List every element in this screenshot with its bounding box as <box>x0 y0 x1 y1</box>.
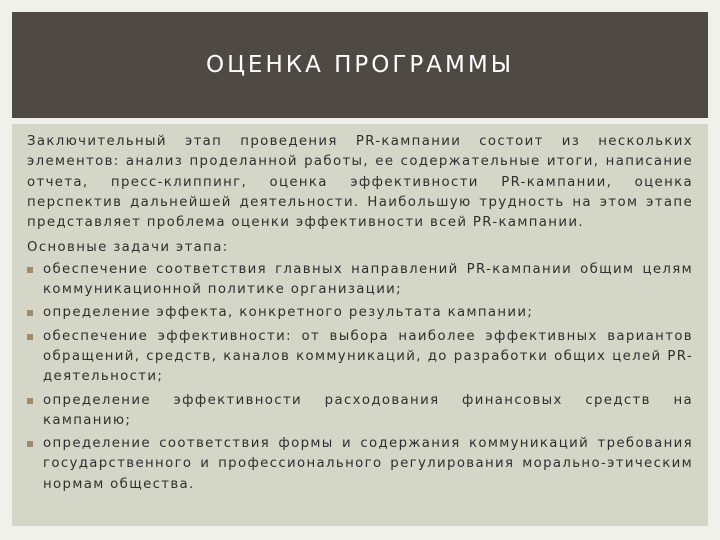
list-item: обеспечение соответствия главных направлений PR-кампании общим целям коммуникационной политике организации; <box>27 260 693 301</box>
square-bullet-icon <box>27 310 33 316</box>
list-item: определение эффекта, конкретного результата кампании; <box>27 303 693 323</box>
square-bullet-icon <box>27 267 33 273</box>
tasks-heading: Основные задачи этапа: <box>27 240 229 256</box>
intro-paragraph: Заключительный этап проведения PR-кампании состоит из нескольких элементов: анализ проделанной работы, ее содержательные итоги, написание отчета, пресс-клиппинг, оценка эффективности PR-кампании, оценка перспектив дальнейшей деятельности. Наибольшую трудность на этом этапе представляет проблема оценки эффективности всей PR-кампании. <box>27 134 693 231</box>
square-bullet-icon <box>27 334 33 340</box>
title-bar <box>12 12 708 118</box>
square-bullet-icon <box>27 441 33 447</box>
content-panel <box>12 124 708 526</box>
tasks-list <box>27 260 693 495</box>
list-item: обеспечение эффективности: от выбора наиболее эффективных вариантов обращений, средств, каналов коммуникаций, до разработки общих целей PR-деятельности; <box>27 327 693 388</box>
square-bullet-icon <box>27 398 33 404</box>
list-item: определение эффективности расходования финансовых средств на кампанию; <box>27 391 693 432</box>
slide-title: ОЦЕНКА ПРОГРАММЫ <box>205 52 515 78</box>
list-item: определение соответствия формы и содержания коммуникаций требования государственного и профессионального регулирования морально-этическим нормам общества. <box>27 434 693 495</box>
